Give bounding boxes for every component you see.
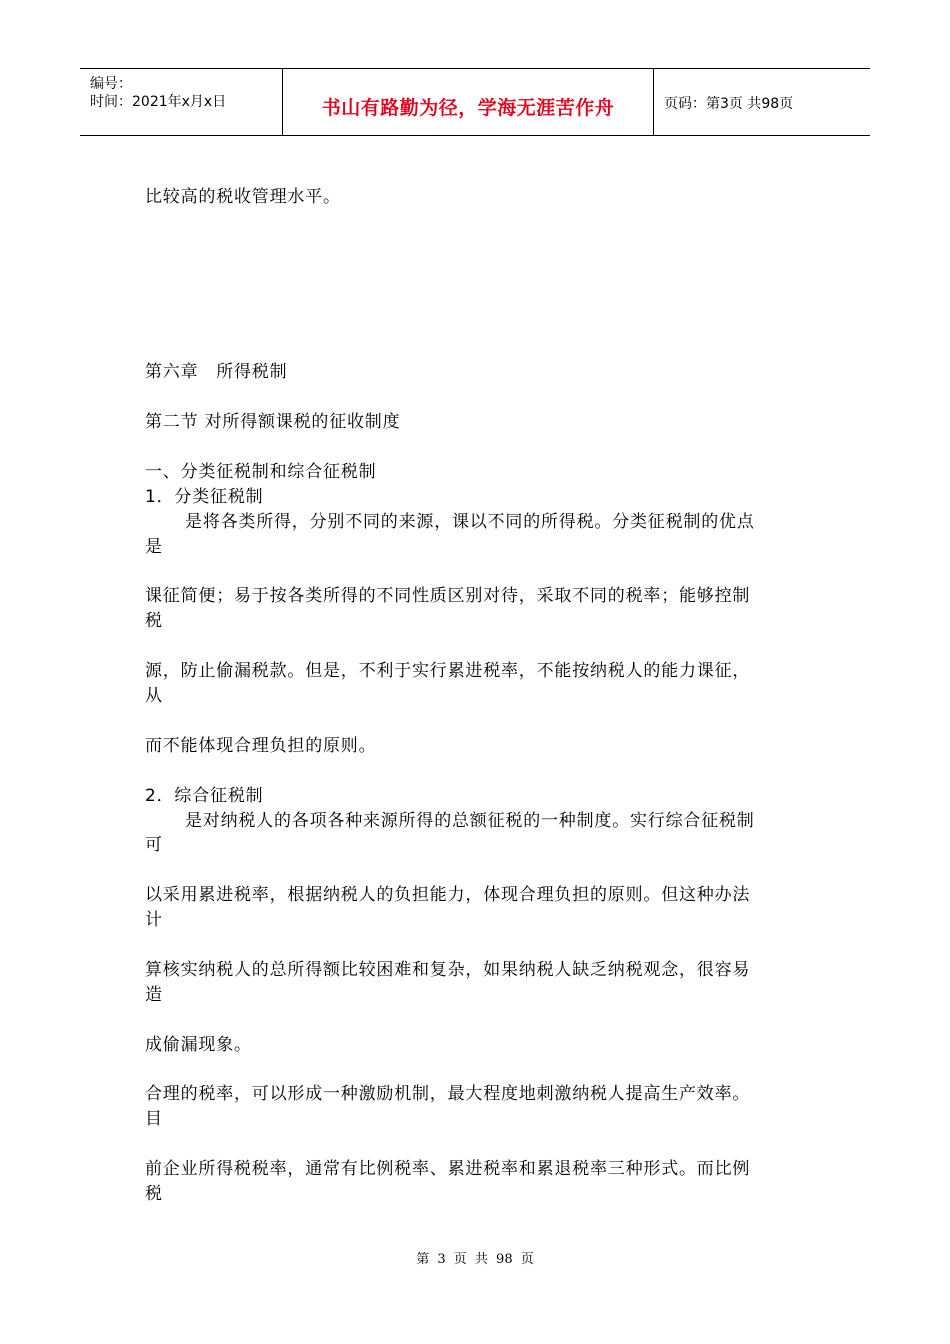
text-line: 计 — [145, 910, 163, 930]
text-line: 是对纳税人的各项各种来源所得的总额征税的一种制度。实行综合征税制 — [185, 811, 755, 831]
page-footer: 第 3 页 共 98 页 — [416, 1252, 534, 1267]
text-line: 前企业所得税税率，通常有比例税率、累进税率和累退税率三种形式。而比例 — [145, 1159, 751, 1179]
text-line: 而不能体现合理负担的原则。 — [145, 736, 377, 756]
page-header — [80, 68, 870, 136]
item-heading: 2．综合征税制 — [145, 786, 264, 806]
text-line: 以采用累进税率，根据纳税人的负担能力，体现合理负担的原则。但这种办法 — [145, 885, 751, 905]
text-line: 造 — [145, 985, 163, 1005]
header-left-cell — [80, 69, 282, 135]
text-line: 是将各类所得，分别不同的来源，课以不同的所得税。分类征税制的优点 — [185, 512, 755, 532]
chapter-heading: 第六章 所得税制 — [145, 362, 288, 382]
subsection-heading: 一、分类征税制和综合征税制 — [145, 462, 377, 482]
text-line: 目 — [145, 1109, 163, 1129]
text-line: 成偷漏现象。 — [145, 1035, 252, 1055]
text-line: 税 — [145, 1184, 163, 1204]
text-line: 比较高的税收管理水平。 — [145, 187, 341, 207]
header-middle-cell — [282, 69, 654, 135]
text-line: 课征简便；易于按各类所得的不同性质区别对待，采取不同的税率；能够控制 — [145, 586, 751, 606]
item-heading: 1．分类征税制 — [145, 487, 264, 507]
text-line: 算核实纳税人的总所得额比较困难和复杂，如果纳税人缺乏纳税观念，很容易 — [145, 960, 751, 980]
document-number-label: 编号： — [90, 76, 132, 92]
text-line: 税 — [145, 611, 163, 631]
text-line: 是 — [145, 537, 163, 557]
text-line: 源，防止偷漏税款。但是，不利于实行累进税率，不能按纳税人的能力课征， — [145, 661, 751, 681]
header-slogan: 书山有路勤为径，学海无涯苦作舟 — [321, 97, 615, 119]
header-right-cell — [654, 69, 870, 135]
document-time-label: 时间：2021年x月x日 — [90, 94, 227, 110]
header-page-info: 页码：第3页 共98页 — [664, 96, 794, 112]
text-line: 合理的税率，可以形成一种激励机制，最大程度地刺激纳税人提高生产效率。 — [145, 1084, 751, 1104]
text-line: 可 — [145, 835, 163, 855]
text-line: 从 — [145, 686, 163, 706]
section-heading: 第二节 对所得额课税的征收制度 — [145, 412, 401, 432]
